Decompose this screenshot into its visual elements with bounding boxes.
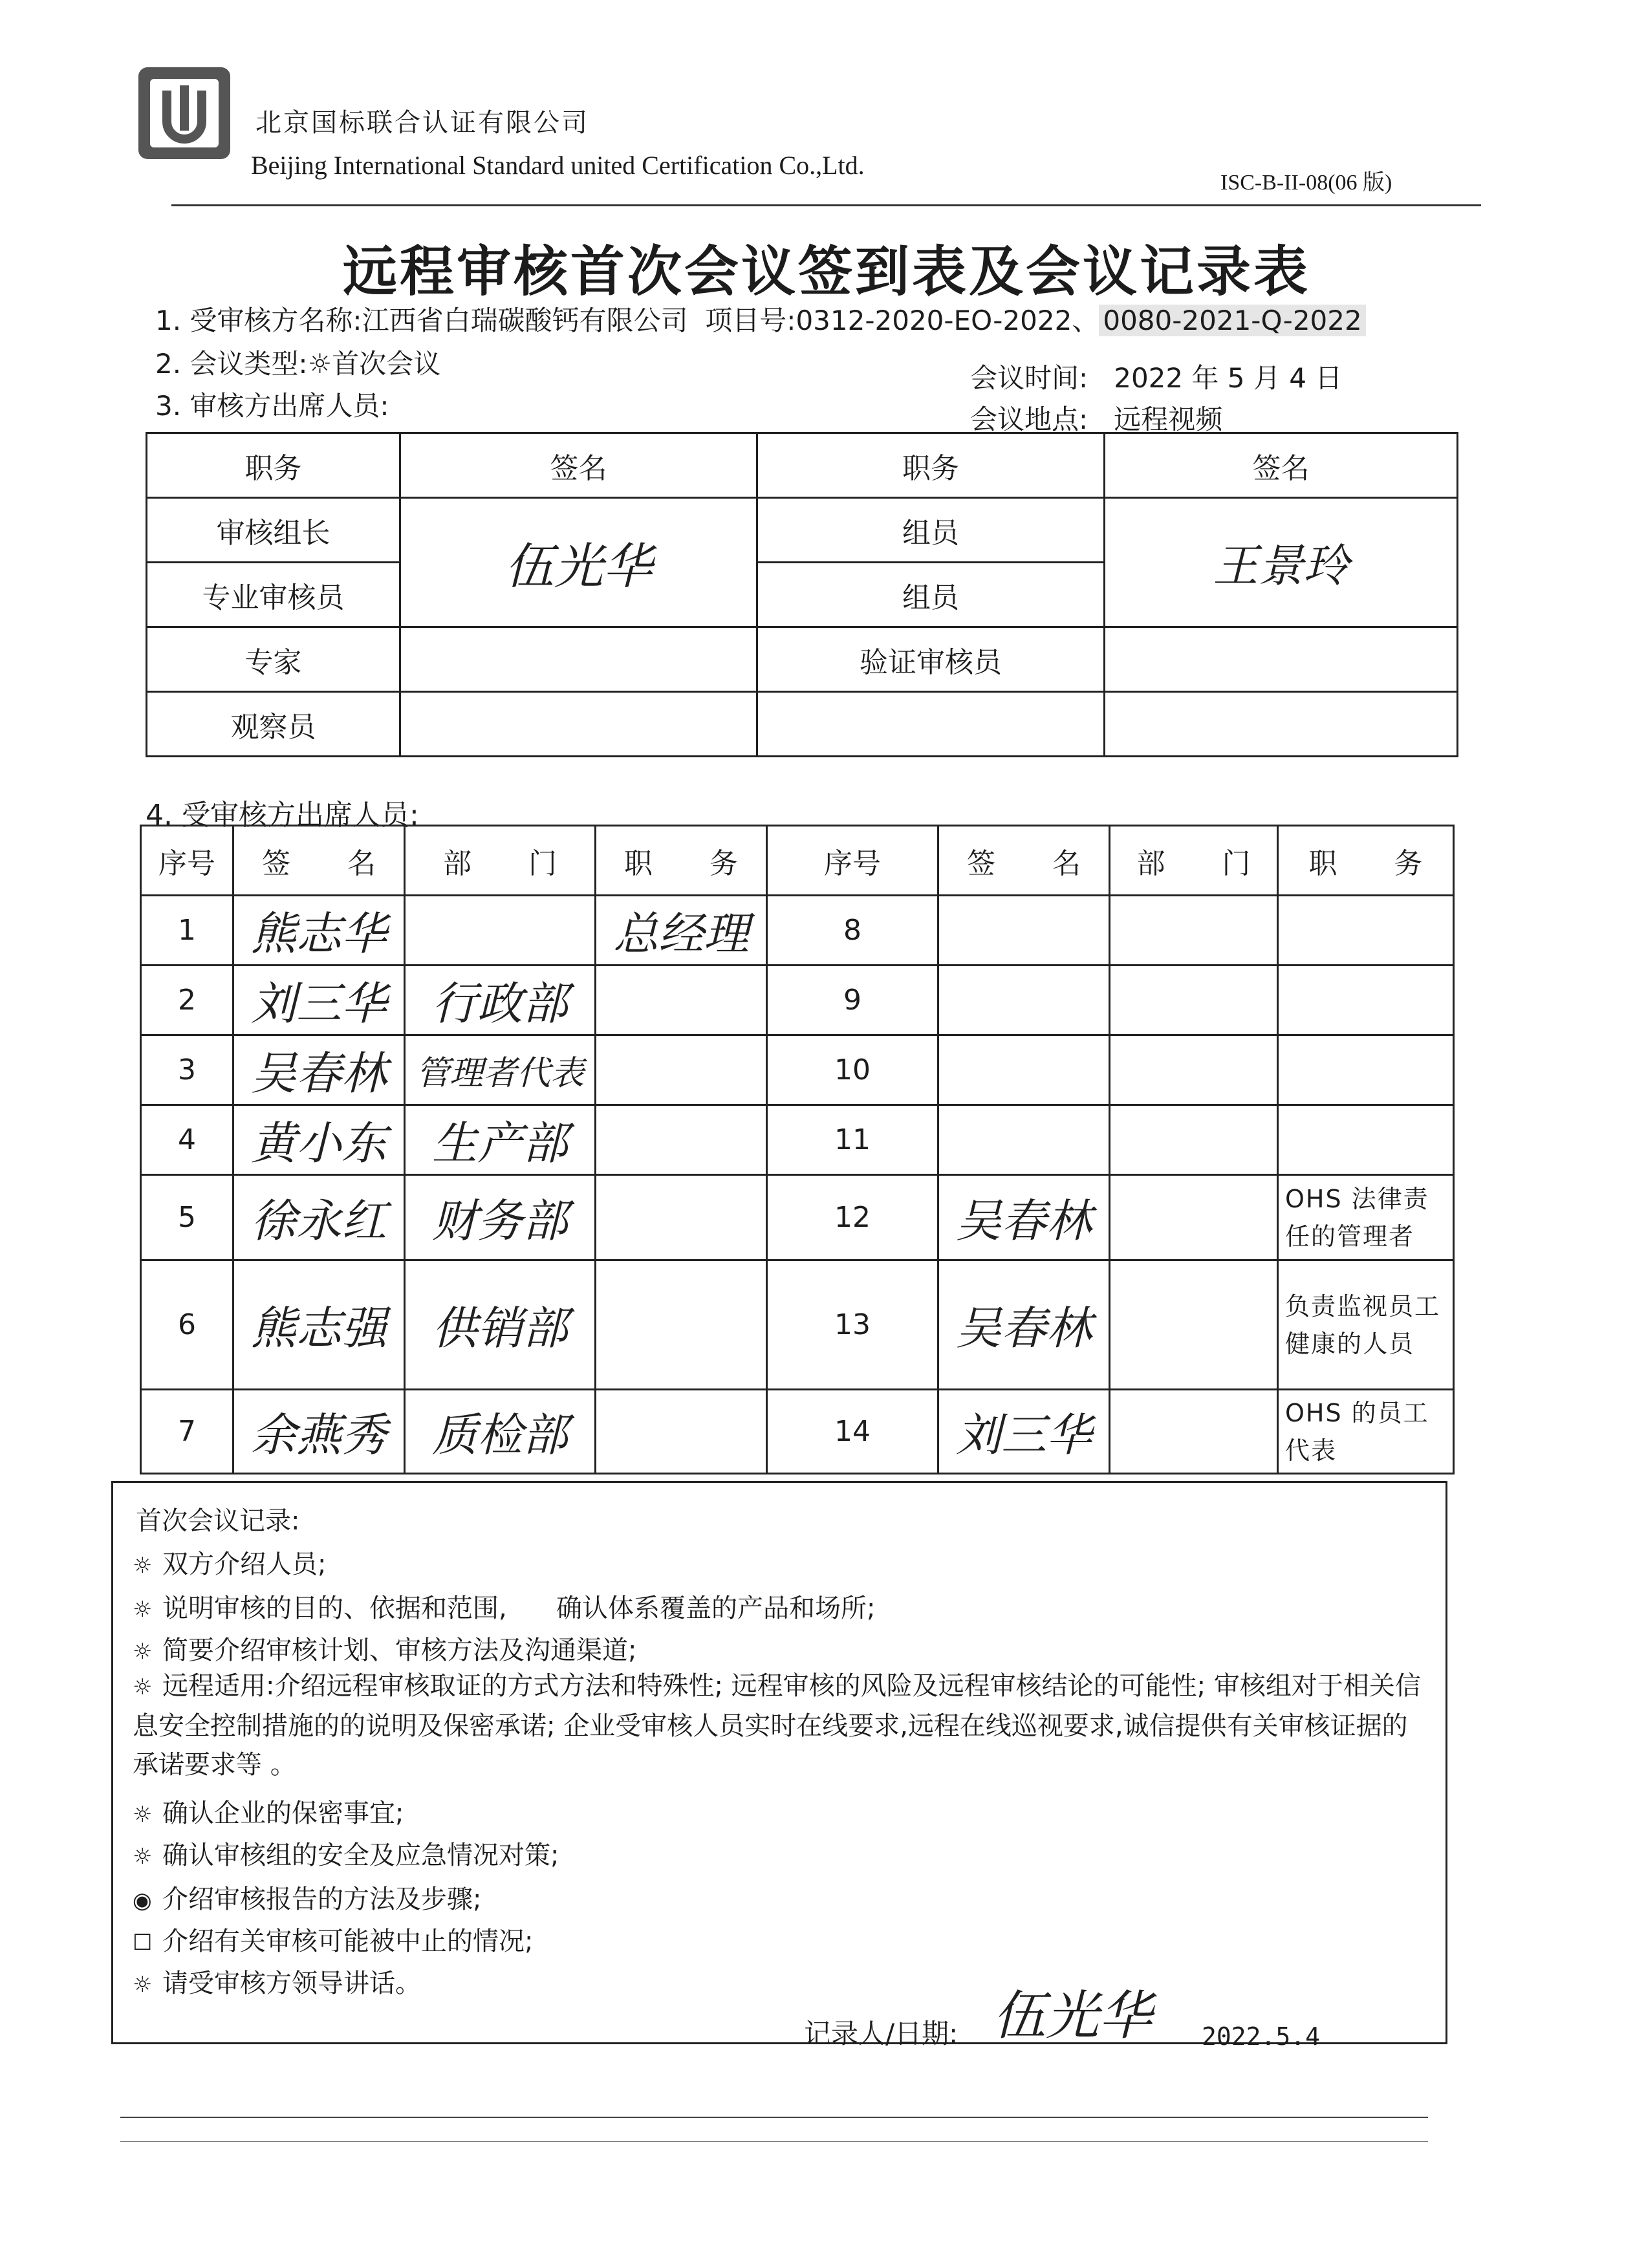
project-no-2: 0080-2021-Q-2022 bbox=[1099, 305, 1365, 336]
header-cell: 部 门 bbox=[1110, 826, 1278, 896]
dept-cell bbox=[405, 1035, 596, 1105]
seq-cell: 13 bbox=[767, 1260, 938, 1390]
auditee-name: 江西省白瑞碳酸钙有限公司 bbox=[362, 305, 688, 336]
signature: 行政部 bbox=[432, 977, 568, 1030]
form-code: ISC-B-II-08(06 版) bbox=[1220, 171, 1392, 195]
minutes-item bbox=[133, 1667, 1433, 1784]
seq-cell: 9 bbox=[767, 966, 938, 1035]
dept-cell bbox=[405, 1260, 596, 1390]
bullet-mark-icon: ◉ bbox=[133, 1888, 152, 1914]
minutes-title: 首次会议记录: bbox=[136, 1506, 300, 1536]
signature-cell bbox=[1105, 498, 1458, 627]
seq-cell: 5 bbox=[141, 1175, 233, 1260]
minutes-item-text: 请受审核方领导讲话。 bbox=[162, 1969, 421, 1998]
page-title: 远程审核首次会议签到表及会议记录表 bbox=[343, 240, 1311, 303]
dept-cell bbox=[1110, 1390, 1278, 1474]
minutes-item bbox=[133, 1588, 876, 1625]
header-cell: 序号 bbox=[141, 826, 233, 896]
minutes-item bbox=[133, 1835, 559, 1872]
signature: 徐永红 bbox=[251, 1194, 387, 1247]
name-cell bbox=[233, 1175, 405, 1260]
title-cell bbox=[596, 1175, 767, 1260]
table-row bbox=[147, 498, 1458, 563]
title-cell bbox=[596, 1105, 767, 1175]
header-cell: 部 门 bbox=[405, 826, 596, 896]
sun-mark-icon: ☼ bbox=[133, 1844, 153, 1870]
name-cell bbox=[233, 1390, 405, 1474]
header-divider bbox=[171, 204, 1481, 206]
table-row bbox=[147, 627, 1458, 692]
recorder-label: 记录人/日期: bbox=[804, 2018, 958, 2049]
header-cell: 职务 bbox=[757, 433, 1105, 498]
project-no-1: 0312-2020-EO-2022、 bbox=[796, 305, 1099, 336]
role-cell: 验证审核员 bbox=[757, 627, 1105, 692]
minutes-item-text: 介绍有关审核可能被中止的情况; bbox=[162, 1927, 534, 1956]
seq-cell: 7 bbox=[141, 1390, 233, 1474]
company-name-en: Beijing International Standard united Certification Co.,Ltd. bbox=[251, 151, 865, 180]
auditee-section-label: 4. 受审核方出席人员: bbox=[146, 799, 419, 832]
signature-cell bbox=[1105, 692, 1458, 757]
signature: 生产部 bbox=[432, 1117, 568, 1170]
auditee-line bbox=[155, 299, 1366, 338]
role-cell: 专家 bbox=[147, 627, 400, 692]
role-cell bbox=[757, 692, 1105, 757]
dept-cell bbox=[405, 1105, 596, 1175]
signature: 吴春林 bbox=[956, 1194, 1092, 1247]
sun-mark-icon: ☼ bbox=[133, 1972, 153, 1998]
meeting-place: 远程视频 bbox=[1114, 404, 1223, 435]
header-cell: 签名 bbox=[400, 433, 757, 498]
signature: 管理者代表 bbox=[415, 1054, 584, 1093]
name-cell bbox=[938, 896, 1110, 966]
minutes-item-text: 说明审核的目的、依据和范围, bbox=[162, 1593, 507, 1623]
leader-signature: 伍光华 bbox=[504, 537, 653, 595]
table-row bbox=[147, 692, 1458, 757]
name-cell bbox=[938, 966, 1110, 1035]
dept-cell bbox=[405, 966, 596, 1035]
signature: 熊志华 bbox=[251, 907, 387, 960]
name-cell bbox=[938, 1035, 1110, 1105]
signature: 供销部 bbox=[432, 1302, 568, 1355]
minutes-item-text: 确认体系覆盖的产品和场所; bbox=[556, 1593, 876, 1623]
table-header-row bbox=[147, 433, 1458, 498]
member-signature: 王景玲 bbox=[1213, 539, 1349, 592]
sun-mark-icon: ☼ bbox=[133, 1639, 153, 1665]
meeting-place-line bbox=[970, 398, 1222, 437]
footer-divider bbox=[120, 2117, 1428, 2118]
header-cell: 职 务 bbox=[596, 826, 767, 896]
minutes-item-text: 远程适用:介绍远程审核取证的方式方法和特殊性; 远程审核的风险及远程审核结论的可能性; 审核组对于相关信息安全控制措施的的说明及保密承诺; 企业受审核人员实时在线要求,远程在线巡视要求,诚信提供有关审核证据的承诺要求等 。 bbox=[133, 1671, 1421, 1780]
role-cell: 组员 bbox=[757, 498, 1105, 563]
name-cell bbox=[233, 1035, 405, 1105]
title-cell bbox=[1278, 1035, 1454, 1105]
table-row bbox=[141, 1260, 1454, 1390]
role-cell: 审核组长 bbox=[147, 498, 400, 563]
minutes-item-text: 双方介绍人员; bbox=[162, 1550, 327, 1579]
title-cell bbox=[1278, 1105, 1454, 1175]
title-cell: 负责监视员工健康的人员 bbox=[1278, 1260, 1454, 1390]
table-header-row bbox=[141, 826, 1454, 896]
minutes-item-text: 简要介绍审核计划、审核方法及沟通渠道; bbox=[162, 1636, 637, 1665]
seq-cell: 14 bbox=[767, 1390, 938, 1474]
auditee-attendance-table bbox=[140, 825, 1455, 1474]
header-cell: 签名 bbox=[1105, 433, 1458, 498]
auditee-label: 1. 受审核方名称: bbox=[155, 305, 362, 336]
table-row bbox=[141, 966, 1454, 1035]
name-cell bbox=[938, 1260, 1110, 1390]
signature: 余燕秀 bbox=[251, 1409, 387, 1462]
signature: 吴春林 bbox=[956, 1302, 1092, 1355]
title-cell bbox=[596, 966, 767, 1035]
meeting-time: 2022 年 5 月 4 日 bbox=[1114, 362, 1343, 394]
seq-cell: 12 bbox=[767, 1175, 938, 1260]
minutes-item-text: 介绍审核报告的方法及步骤; bbox=[162, 1885, 482, 1914]
dept-cell bbox=[405, 1175, 596, 1260]
dept-cell bbox=[1110, 1175, 1278, 1260]
meeting-type-line bbox=[155, 343, 440, 382]
minutes-item-text: 确认企业的保密事宜; bbox=[162, 1798, 404, 1828]
sun-mark-icon: ☼ bbox=[133, 1674, 153, 1700]
role-cell: 观察员 bbox=[147, 692, 400, 757]
signature-cell bbox=[400, 498, 757, 627]
dept-cell bbox=[1110, 1035, 1278, 1105]
title-cell bbox=[596, 1390, 767, 1474]
signature: 财务部 bbox=[432, 1194, 568, 1247]
table-row bbox=[141, 1175, 1454, 1260]
seq-cell: 4 bbox=[141, 1105, 233, 1175]
signature: 质检部 bbox=[432, 1409, 568, 1462]
signature: 熊志强 bbox=[251, 1302, 387, 1355]
title-cell: OHS 法律责任的管理者 bbox=[1278, 1175, 1454, 1260]
sun-mark-icon: ☼ bbox=[133, 1553, 153, 1579]
signature: 总经理 bbox=[613, 907, 749, 960]
company-name-cn: 北京国标联合认证有限公司 bbox=[255, 108, 589, 138]
table-row bbox=[141, 1035, 1454, 1105]
header-cell: 职务 bbox=[147, 433, 400, 498]
signature: 黄小东 bbox=[251, 1117, 387, 1170]
name-cell bbox=[938, 1175, 1110, 1260]
seq-cell: 10 bbox=[767, 1035, 938, 1105]
minutes-item bbox=[133, 1544, 326, 1581]
auditor-attendance-table bbox=[146, 432, 1458, 757]
sun-mark-icon: ☼ bbox=[133, 1802, 153, 1828]
meeting-type: ☼首次会议 bbox=[307, 348, 441, 380]
minutes-item bbox=[133, 1793, 404, 1830]
title-cell bbox=[596, 1260, 767, 1390]
dept-cell bbox=[1110, 896, 1278, 966]
minutes-item bbox=[133, 1630, 636, 1667]
signature: 吴春林 bbox=[251, 1047, 387, 1100]
recorder-signature: 伍光华 bbox=[993, 1985, 1152, 2047]
meeting-time-label: 会议时间: bbox=[970, 362, 1088, 394]
footer-divider bbox=[120, 2141, 1428, 2142]
recorder-date: 2022.5.4 bbox=[1202, 2022, 1321, 2051]
title-cell bbox=[596, 1035, 767, 1105]
title-cell bbox=[1278, 896, 1454, 966]
dept-cell bbox=[405, 896, 596, 966]
header-cell: 序号 bbox=[767, 826, 938, 896]
meeting-type-label: 2. 会议类型: bbox=[155, 348, 308, 380]
dept-cell bbox=[1110, 966, 1278, 1035]
signature: 刘三华 bbox=[251, 977, 387, 1030]
signature: 刘三华 bbox=[956, 1409, 1092, 1462]
minutes-item bbox=[133, 1921, 533, 1958]
checkbox-icon: ☐ bbox=[133, 1930, 153, 1956]
dept-cell bbox=[405, 1390, 596, 1474]
meeting-time-line bbox=[970, 357, 1342, 396]
name-cell bbox=[233, 1105, 405, 1175]
seq-cell: 6 bbox=[141, 1260, 233, 1390]
name-cell bbox=[233, 966, 405, 1035]
signature-cell bbox=[400, 692, 757, 757]
signature-cell bbox=[400, 627, 757, 692]
seq-cell: 1 bbox=[141, 896, 233, 966]
dept-cell bbox=[1110, 1260, 1278, 1390]
title-cell bbox=[1278, 966, 1454, 1035]
seq-cell: 8 bbox=[767, 896, 938, 966]
sun-mark-icon: ☼ bbox=[133, 1597, 153, 1623]
table-row bbox=[141, 1105, 1454, 1175]
minutes-item bbox=[133, 1879, 481, 1916]
minutes-item bbox=[133, 1963, 421, 2000]
dept-cell bbox=[1110, 1105, 1278, 1175]
role-cell: 专业审核员 bbox=[147, 563, 400, 627]
seq-cell: 11 bbox=[767, 1105, 938, 1175]
name-cell bbox=[233, 1260, 405, 1390]
minutes-item-text: 确认审核组的安全及应急情况对策; bbox=[162, 1841, 559, 1870]
name-cell bbox=[938, 1105, 1110, 1175]
title-cell: OHS 的员工代表 bbox=[1278, 1390, 1454, 1474]
seq-cell: 2 bbox=[141, 966, 233, 1035]
signature-cell bbox=[1105, 627, 1458, 692]
header-cell: 职 务 bbox=[1278, 826, 1454, 896]
auditor-section-label: 3. 审核方出席人员: bbox=[155, 390, 389, 422]
seq-cell: 3 bbox=[141, 1035, 233, 1105]
header-cell: 签 名 bbox=[233, 826, 405, 896]
company-logo bbox=[136, 65, 233, 162]
name-cell bbox=[938, 1390, 1110, 1474]
project-label: 项目号: bbox=[705, 305, 796, 336]
meeting-place-label: 会议地点: bbox=[970, 404, 1088, 435]
header-cell: 签 名 bbox=[938, 826, 1110, 896]
title-cell bbox=[596, 896, 767, 966]
name-cell bbox=[233, 896, 405, 966]
table-row bbox=[141, 896, 1454, 966]
table-row bbox=[141, 1390, 1454, 1474]
role-cell: 组员 bbox=[757, 563, 1105, 627]
